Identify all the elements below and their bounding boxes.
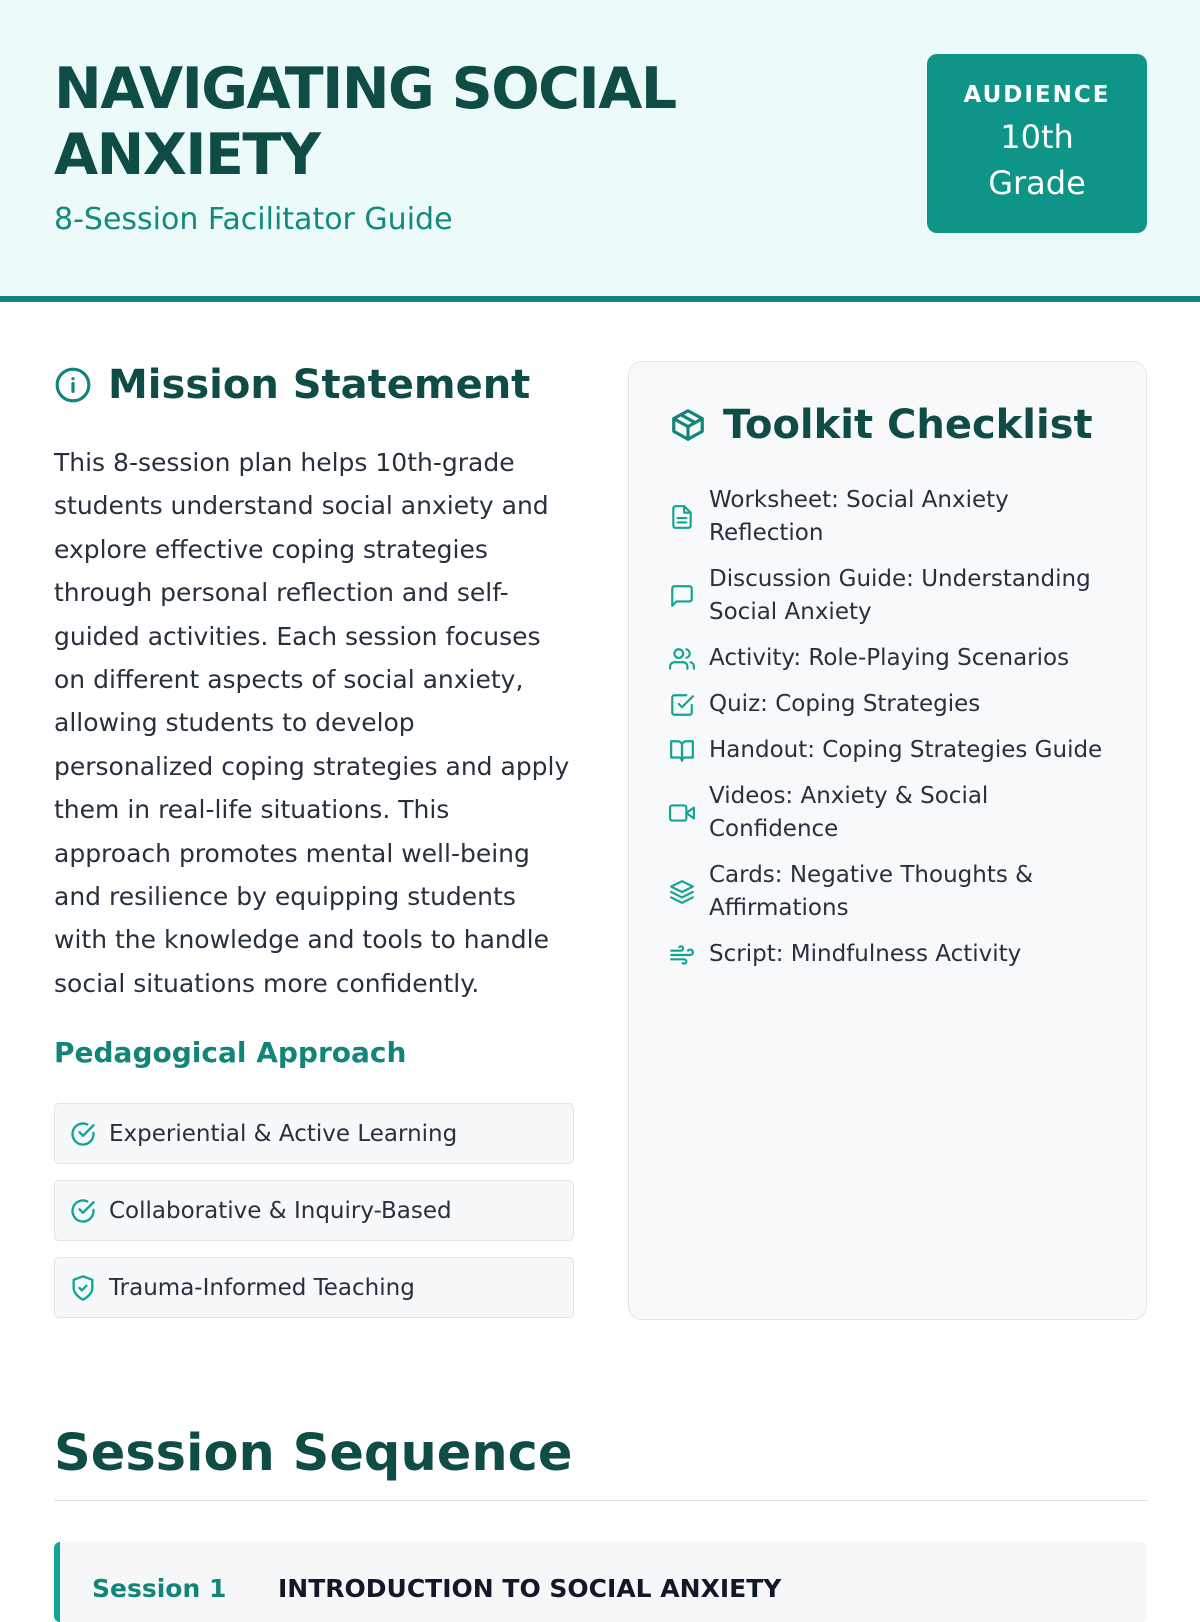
session-number: Session 1 [92, 1574, 227, 1603]
toolkit-item [669, 859, 1109, 925]
check-circle-icon [69, 1197, 97, 1225]
check-circle-icon [69, 1120, 97, 1148]
toolkit-item-label: Script: Mindfulness Activity [709, 941, 1022, 967]
toolkit-heading [669, 402, 1093, 448]
toolkit-heading-text: Toolkit Checklist [723, 402, 1093, 448]
pedagogy-item-label: Trauma-Informed Teaching [109, 1274, 415, 1301]
audience-badge [927, 54, 1147, 233]
info-circle-icon [54, 366, 92, 404]
audience-value: 10th Grade [988, 118, 1086, 202]
shield-check-icon [69, 1274, 97, 1302]
toolkit-item [669, 688, 1109, 721]
pedagogy-heading: Pedagogical Approach [54, 1036, 407, 1069]
session-card [54, 1542, 1147, 1622]
mission-text: This 8-session plan helps 10th-grade students understand social anxiety and explore effective coping strategies through personal reflection and self-guided activities. Each session focuses on different aspects of social anxiety, allowing students to develop personalized coping strategies and apply them in real-life situations. This approach promotes mental well-being and resilience by equipping students with the knowledge and tools to handle social situations more confidently. [54, 448, 570, 998]
video-icon [669, 800, 695, 826]
session-sequence-heading: Session Sequence [54, 1424, 573, 1483]
pedagogy-item-label: Experiential & Active Learning [109, 1120, 458, 1147]
pedagogy-list [54, 1103, 574, 1334]
page-title: NAVIGATING SOCIAL ANXIETY [54, 56, 676, 188]
session-title: INTRODUCTION TO SOCIAL ANXIETY [278, 1574, 782, 1603]
mission-heading-text: Mission Statement [108, 362, 531, 408]
toolkit-item [669, 734, 1109, 767]
toolkit-item [669, 563, 1109, 629]
mission-heading [54, 362, 530, 408]
toolkit-list [669, 484, 1109, 984]
toolkit-panel [628, 361, 1147, 1320]
audience-label: AUDIENCE [963, 82, 1111, 108]
page-header [0, 0, 1200, 302]
divider [54, 1500, 1147, 1501]
wind-icon [669, 942, 695, 968]
toolkit-item-label: Activity: Role-Playing Scenarios [709, 645, 1070, 671]
toolkit-item-label: Discussion Guide: Understanding Social Anxiety [709, 566, 1091, 625]
pedagogy-item [54, 1180, 574, 1241]
check-square-icon [669, 692, 695, 718]
pedagogy-item [54, 1103, 574, 1164]
file-text-icon [669, 504, 695, 530]
package-icon [669, 406, 707, 444]
toolkit-item-label: Cards: Negative Thoughts & Affirmations [709, 862, 1034, 921]
toolkit-item-label: Videos: Anxiety & Social Confidence [709, 783, 989, 842]
pedagogy-item-label: Collaborative & Inquiry-Based [109, 1197, 452, 1224]
toolkit-item-label: Worksheet: Social Anxiety Reflection [709, 487, 1009, 546]
book-open-icon [669, 738, 695, 764]
toolkit-item [669, 642, 1109, 675]
toolkit-item-label: Quiz: Coping Strategies [709, 691, 981, 717]
toolkit-item [669, 938, 1109, 971]
toolkit-item [669, 484, 1109, 550]
message-square-icon [669, 583, 695, 609]
page-subtitle: 8-Session Facilitator Guide [54, 202, 453, 237]
pedagogy-item [54, 1257, 574, 1318]
users-icon [669, 646, 695, 672]
layers-icon [669, 879, 695, 905]
toolkit-item-label: Handout: Coping Strategies Guide [709, 737, 1103, 763]
toolkit-item [669, 780, 1109, 846]
